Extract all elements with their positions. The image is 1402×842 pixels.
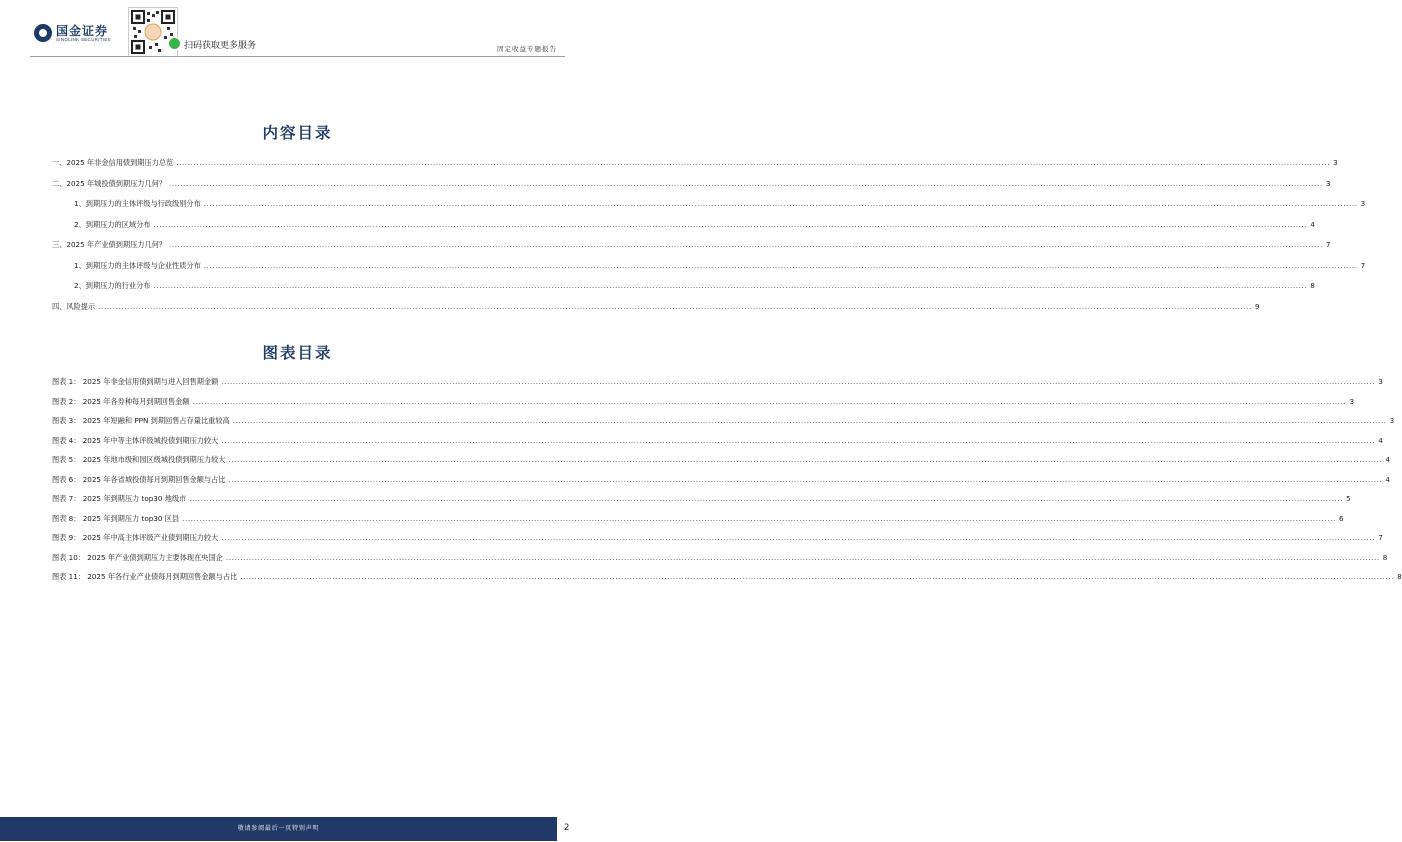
- figure-entry[interactable]: [52, 552, 1388, 566]
- dot-leader: ................................................................................................................................................................................................................................................................................................................................................................................................................: [153, 281, 1308, 290]
- dot-leader: ................................................................................................................................................................................................................................................................................................................................................................................................................: [182, 513, 1336, 523]
- dot-leader: ................................................................................................................................................................................................................................................................................................................................................................................................................: [153, 219, 1308, 229]
- figure-entry[interactable]: [52, 416, 1395, 429]
- toc-entry[interactable]: [52, 260, 1366, 274]
- figure-entry[interactable]: [52, 474, 1390, 488]
- toc-entry[interactable]: [52, 301, 1260, 315]
- figure-entry-page: 4: [1385, 474, 1390, 484]
- dot-leader: ................................................................................................................................................................................................................................................................................................................................................................................................................: [98, 301, 1253, 311]
- dot-leader: ................................................................................................................................................................................................................................................................................................................................................................................................................: [203, 260, 1358, 270]
- figure-entry[interactable]: [52, 396, 1355, 410]
- logo-chinese-name: 国金证券: [56, 24, 109, 38]
- toc-entry-text: 2、到期压力的区域分布: [74, 219, 151, 229]
- dot-leader: ................................................................................................................................................................................................................................................................................................................................................................................................................: [189, 494, 1344, 503]
- toc-entry-page: 3: [1333, 158, 1338, 167]
- figure-entry-text: 图表 9： 2025 年中高主体评级产业债到期压力较大: [52, 533, 219, 542]
- toc-entry-page: 9: [1255, 301, 1260, 311]
- figure-entry-text: 图表 4： 2025 年中等主体评级城投债到期压力较大: [52, 435, 219, 445]
- figure-entry-page: 7: [1378, 533, 1383, 542]
- toc-entry-text: 二、2025 年城投债到期压力几何？: [52, 178, 167, 188]
- page-header: [0, 0, 595, 60]
- dot-leader: ................................................................................................................................................................................................................................................................................................................................................................................................................: [232, 416, 1387, 425]
- dot-leader: ................................................................................................................................................................................................................................................................................................................................................................................................................: [240, 572, 1395, 581]
- figure-entry-text: 图表 3： 2025 年短融和 PPN 到期回售占存量比重较高: [52, 416, 230, 425]
- toc-entry-text: 一、2025 年非金信用债到期压力总览: [52, 158, 174, 167]
- figure-entry-page: 3: [1389, 416, 1395, 425]
- figure-entry[interactable]: [52, 455, 1390, 468]
- toc-entry-text: 2、到期压力的行业分布: [74, 281, 151, 290]
- figure-entry[interactable]: [52, 435, 1383, 449]
- wechat-badge-icon: [168, 37, 181, 50]
- qr-code-icon[interactable]: [128, 7, 178, 57]
- dot-leader: ................................................................................................................................................................................................................................................................................................................................................................................................................: [225, 552, 1380, 562]
- dot-leader: ................................................................................................................................................................................................................................................................................................................................................................................................................: [228, 474, 1383, 484]
- toc-entry-text: 四、风险提示: [52, 301, 96, 311]
- figure-entry-text: 图表 11： 2025 年各行业产业债每月到期回售金额与占比: [52, 572, 238, 581]
- toc-entry[interactable]: [52, 240, 1331, 253]
- toc-entry[interactable]: [52, 281, 1315, 294]
- figure-entry-text: 图表 1： 2025 年非金信用债到期与进入回售期金额: [52, 377, 219, 386]
- toc-entry-page: 4: [1310, 219, 1315, 229]
- figure-entry-text: 图表 8： 2025 年到期压力 top30 区县: [52, 513, 180, 523]
- toc-entry-text: 1、到期压力的主体评级与行政级别分布: [74, 199, 201, 208]
- dot-leader: ................................................................................................................................................................................................................................................................................................................................................................................................................: [169, 240, 1323, 249]
- figure-entry-page: 3: [1378, 377, 1383, 386]
- figure-entry-text: 图表 7： 2025 年到期压力 top30 地级市: [52, 494, 187, 503]
- page-number: 2: [564, 823, 570, 833]
- figure-entry[interactable]: [52, 513, 1344, 527]
- toc-entry-page: 8: [1310, 281, 1315, 290]
- figure-entry[interactable]: [52, 533, 1383, 546]
- dot-leader: ................................................................................................................................................................................................................................................................................................................................................................................................................: [221, 533, 1376, 542]
- scan-qr-caption: 扫码获取更多服务: [184, 41, 257, 51]
- figures-title: 图表目录: [262, 343, 333, 362]
- toc-entry[interactable]: [52, 178, 1331, 192]
- header-divider: [30, 56, 565, 57]
- figure-entry-page: 8: [1382, 552, 1388, 562]
- dot-leader: ................................................................................................................................................................................................................................................................................................................................................................................................................: [203, 199, 1358, 208]
- figure-entry-text: 图表 5： 2025 年地市级和园区级城投债到期压力较大: [52, 455, 226, 464]
- toc-entry-text: 1、到期压力的主体评级与企业性质分布: [74, 260, 201, 270]
- figure-entry-page: 3: [1349, 396, 1355, 406]
- figure-entry[interactable]: [52, 572, 1402, 585]
- dot-leader: ................................................................................................................................................................................................................................................................................................................................................................................................................: [169, 178, 1323, 188]
- dot-leader: ................................................................................................................................................................................................................................................................................................................................................................................................................: [221, 377, 1376, 386]
- toc-entry-text: 三、2025 年产业债到期压力几何？: [52, 240, 167, 249]
- figure-entry-text: 图表 10： 2025 年产业债到期压力主要体现在央国企: [52, 552, 223, 562]
- dot-leader: ................................................................................................................................................................................................................................................................................................................................................................................................................: [176, 158, 1331, 167]
- toc-entry-page: 7: [1360, 260, 1366, 270]
- toc-entry[interactable]: [52, 219, 1315, 233]
- footer-disclaimer[interactable]: 敬请参阅最后一页特别声明: [237, 825, 320, 832]
- toc-title: 内容目录: [262, 123, 333, 142]
- figure-entry-text: 图表 2： 2025 年各券种每月到期回售金额: [52, 396, 190, 406]
- figure-entry-page: 4: [1378, 435, 1383, 445]
- dot-leader: ................................................................................................................................................................................................................................................................................................................................................................................................................: [228, 455, 1383, 464]
- figure-entry[interactable]: [52, 377, 1383, 390]
- figure-entry[interactable]: [52, 494, 1351, 507]
- figure-entry-page: 4: [1385, 455, 1390, 464]
- toc-entry-page: 3: [1325, 178, 1331, 188]
- logo-english-name: SINOLINK SECURITIES: [56, 37, 111, 42]
- toc-entry[interactable]: [52, 158, 1338, 171]
- toc-entry-page: 7: [1325, 240, 1331, 249]
- sinolink-logo-icon: [34, 24, 52, 42]
- figure-entry-page: 6: [1338, 513, 1344, 523]
- figure-entry-page: 8: [1397, 572, 1402, 581]
- figure-entry-text: 图表 6： 2025 年各省城投债每月到期回售金额与占比: [52, 474, 226, 484]
- toc-entry[interactable]: [52, 199, 1366, 212]
- dot-leader: ................................................................................................................................................................................................................................................................................................................................................................................................................: [221, 435, 1376, 445]
- report-type-label: 固定收益专题报告: [497, 45, 557, 53]
- figure-entry-page: 5: [1346, 494, 1351, 503]
- dot-leader: ................................................................................................................................................................................................................................................................................................................................................................................................................: [192, 396, 1347, 406]
- toc-entry-page: 3: [1360, 199, 1366, 208]
